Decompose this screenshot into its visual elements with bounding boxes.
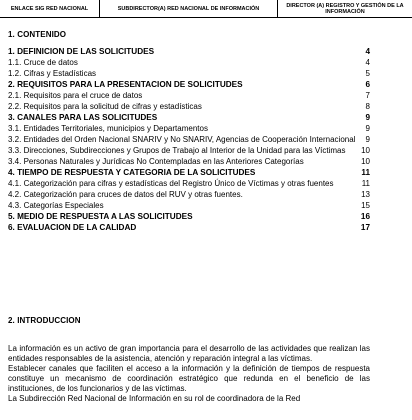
toc-entry-page: 6 [365, 80, 370, 89]
toc-entry-title: 1. DEFINICION DE LAS SOLICITUDES [8, 47, 155, 56]
intro-paragraph: La información es un activo de gran importancia para el desarrollo de las actividades que realizan las entidades responsables de la asistencia, atención y reparación integral a las víctimas. [8, 344, 370, 363]
header-cell-subdirector: SUBDIRECTOR(A) RED NACIONAL DE INFORMACIÓN [100, 0, 278, 18]
toc-entry-title: 3.3. Direcciones, Subdirecciones y Grupos de Trabajo al Interior de la Unidad para las Víctimas [8, 146, 346, 155]
toc-entry-page: 17 [360, 223, 370, 232]
toc-entry-page: 8 [365, 102, 370, 111]
toc-entry-title: 3.4. Personas Naturales y Jurídicas No Contempladas en las Anteriores Categorías [8, 157, 304, 166]
toc-entry-page: 11 [361, 168, 370, 177]
toc-entry[interactable] [8, 68, 370, 79]
toc-entry-page: 4 [365, 58, 370, 67]
toc-entry-page: 9 [365, 113, 370, 122]
toc-entry[interactable] [8, 156, 370, 167]
toc-entry[interactable] [8, 178, 370, 189]
toc-entry-title: 4.3. Categorías Especiales [8, 201, 104, 210]
toc-entry-page: 7 [365, 91, 370, 100]
toc-entry-title: 3.2. Entidades del Orden Nacional SNARIV y No SNARIV, Agencias de Cooperación Internacional [8, 135, 356, 144]
toc-entry-page: 5 [365, 69, 370, 78]
toc-entry-page: 10 [361, 146, 370, 155]
toc-entry[interactable] [8, 167, 370, 178]
toc-entry-title: 5. MEDIO DE RESPUESTA A LAS SOLICITUDES [8, 212, 193, 221]
toc-entry-title: 3.1. Entidades Territoriales, municipios y Departamentos [8, 124, 208, 133]
toc-entry[interactable] [8, 57, 370, 68]
toc-entry-title: 4.1. Categorización para cifras y estadísticas del Registro Único de Víctimas y otras fuentes [8, 179, 334, 188]
toc-entry[interactable] [8, 211, 370, 222]
toc-entry[interactable] [8, 79, 370, 90]
toc-entry-title: 1.2. Cifras y Estadísticas [8, 69, 97, 78]
toc-entry[interactable] [8, 145, 370, 156]
toc-entry-page: 10 [361, 157, 370, 166]
intro-paragraph: La Subdirección Red Nacional de Información en su rol de coordinadora de la Red [8, 394, 301, 403]
contenido-title: 1. CONTENIDO [8, 30, 67, 39]
toc-entry-page: 9 [365, 124, 370, 133]
toc-entry[interactable] [8, 90, 370, 101]
toc-entry[interactable] [8, 123, 370, 134]
table-of-contents [8, 46, 370, 233]
toc-entry-title: 2.2. Requisitos para la solicitud de cifras y estadísticas [8, 102, 202, 111]
toc-entry[interactable] [8, 112, 370, 123]
toc-entry-title: 2. REQUISITOS PARA LA PRESENTACION DE SOLICITUDES [8, 80, 243, 89]
introduccion-body [8, 344, 370, 404]
header-cell-enlace: ENLACE SIG RED NACIONAL [0, 0, 100, 18]
toc-entry-title: 2.1. Requisitos para el cruce de datos [8, 91, 143, 100]
toc-entry[interactable] [8, 101, 370, 112]
toc-entry[interactable] [8, 200, 370, 211]
toc-entry-title: 3. CANALES PARA LAS SOLICITUDES [8, 113, 158, 122]
toc-entry-title: 6. EVALUACION DE LA CALIDAD [8, 223, 137, 232]
toc-entry-page: 9 [365, 135, 370, 144]
toc-entry-title: 1.1. Cruce de datos [8, 58, 78, 67]
toc-entry-page: 11 [361, 179, 370, 188]
toc-entry-page: 4 [365, 47, 370, 56]
header-cell-director: DIRECTOR (A) REGISTRO Y GESTIÓN DE LA INFORMACIÓN [278, 0, 412, 18]
toc-entry[interactable] [8, 46, 370, 57]
toc-entry[interactable] [8, 222, 370, 233]
intro-paragraph: Establecer canales que faciliten el acceso a la información y la definición de tiempos de respuesta constituye un mecanismo de coordinación estratégico que redunda en el beneficio de las instituciones, de los funcionarios y de las víctimas. [8, 364, 370, 393]
introduccion-title: 2. INTRODUCCION [8, 316, 81, 325]
toc-entry[interactable] [8, 134, 370, 145]
toc-entry-title: 4. TIEMPO DE RESPUESTA Y CATEGORIA DE LA SOLICITUDES [8, 168, 256, 177]
toc-entry-page: 15 [361, 201, 370, 210]
toc-entry-page: 13 [361, 190, 370, 199]
toc-entry-title: 4.2. Categorización para cruces de datos del RUV y otras fuentes. [8, 190, 243, 199]
toc-entry-page: 16 [360, 212, 370, 221]
toc-entry[interactable] [8, 189, 370, 200]
header-table [0, 0, 412, 18]
